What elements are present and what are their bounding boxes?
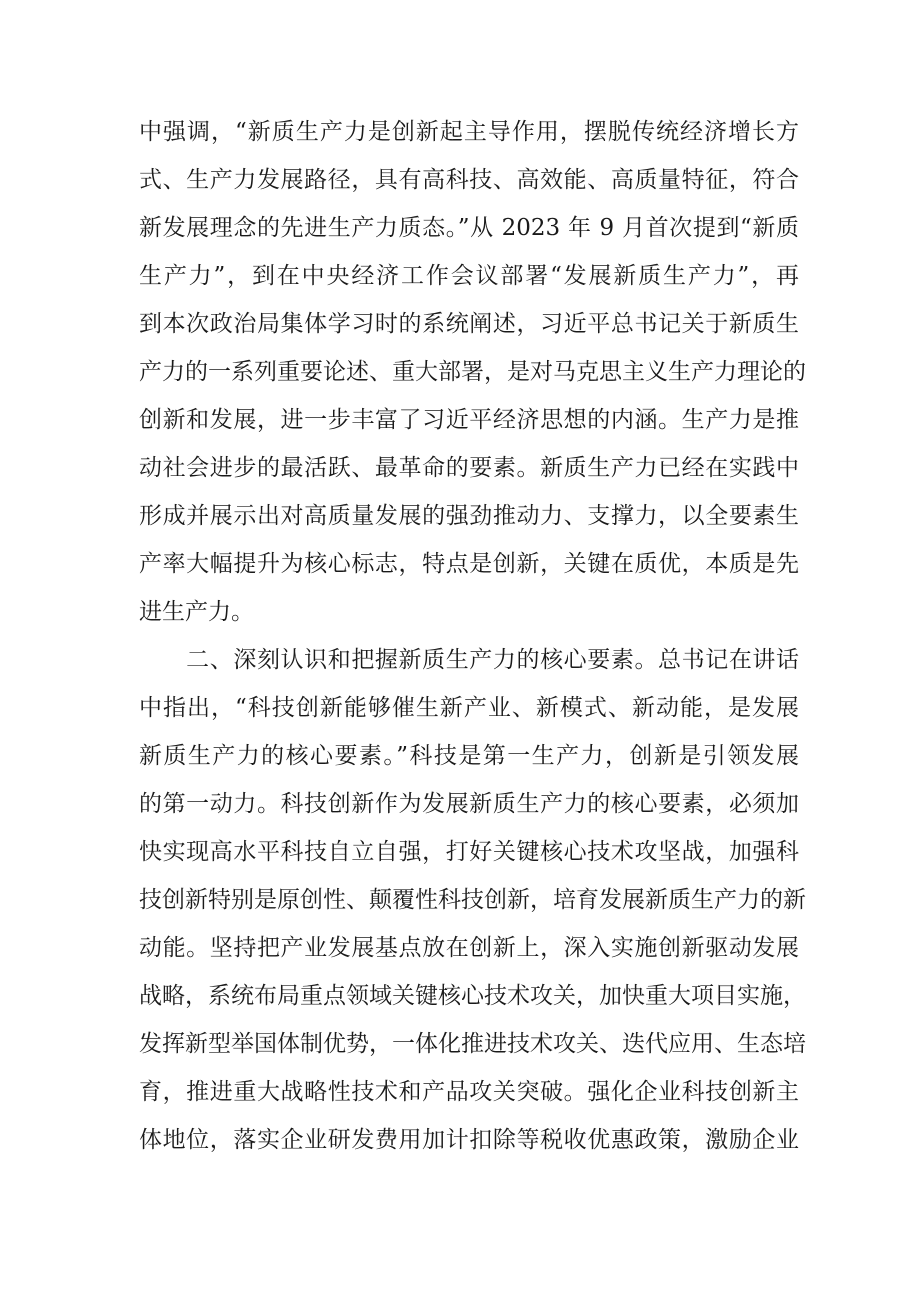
text-line-17: 技创新特别是原创性、颠覆性科技创新，培育发展新质生产力的新 [139,887,806,913]
text-line-11: 进生产力。 [139,599,254,625]
text-line-13: 中指出，“科技创新能够催生新产业、新模式、新动能，是发展 [139,695,799,721]
text-line-3: 新发展理念的先进生产力质态。”从 2023 年 9 月首次提到“新质 [139,215,799,241]
text-line-9: 形成并展示出对高质量发展的强劲推动力、支撑力，以全要素生 [139,503,799,529]
text-line-15: 的第一动力。科技创新作为发展新质生产力的核心要素，必须加 [139,791,799,817]
text-line-10: 产率大幅提升为核心标志，特点是创新，关键在质优，本质是先 [139,551,799,577]
text-line-18: 动能。坚持把产业发展基点放在创新上，深入实施创新驱动发展 [139,935,799,961]
text-line-21: 育，推进重大战略性技术和产品攻关突破。强化企业科技创新主 [139,1079,799,1105]
text-line-6: 产力的一系列重要论述、重大部署，是对马克思主义生产力理论的 [139,359,806,385]
text-line-19: 战略，系统布局重点领域关键核心技术攻关，加快重大项目实施， [139,983,806,1009]
text-line-2: 式、生产力发展路径，具有高科技、高效能、高质量特征，符合 [139,167,799,193]
text-line-14: 新质生产力的核心要素。”科技是第一生产力，创新是引领发展 [139,743,799,769]
text-line-5: 到本次政治局集体学习时的系统阐述，习近平总书记关于新质生 [139,311,799,337]
text-line-20: 发挥新型举国体制优势，一体化推进技术攻关、迭代应用、生态培 [139,1031,806,1057]
text-line-8: 动社会进步的最活跃、最革命的要素。新质生产力已经在实践中 [139,455,799,481]
text-line-7: 创新和发展，进一步丰富了习近平经济思想的内涵。生产力是推 [139,407,799,433]
text-line-22: 体地位，落实企业研发费用加计扣除等税收优惠政策，激励企业 [139,1127,799,1153]
text-line-16: 快实现高水平科技自立自强，打好关键核心技术攻坚战，加强科 [139,839,799,865]
text-line-4: 生产力”，到在中央经济工作会议部署“发展新质生产力”，再 [139,263,799,289]
text-line-1: 中强调，“新质生产力是创新起主导作用，摆脱传统经济增长方 [139,119,799,145]
text-line-12: 二、深刻认识和把握新质生产力的核心要素。总书记在讲话 [139,647,799,673]
